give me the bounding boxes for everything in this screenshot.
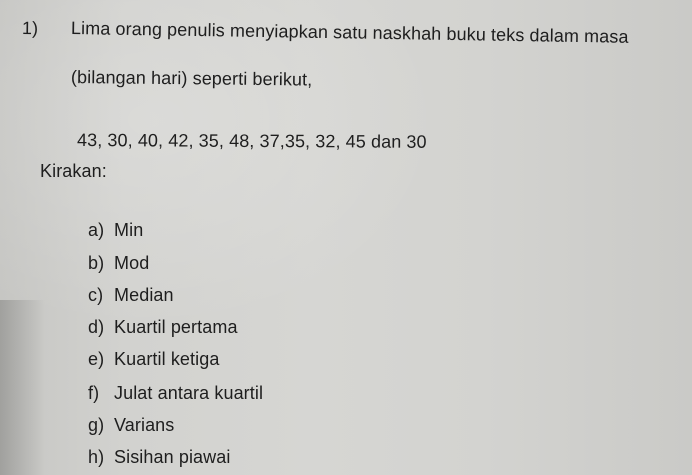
list-item-b [88,252,149,274]
item-letter: c) [88,285,104,305]
data-values: 43, 30, 40, 42, 35, 48, 37,35, 32, 45 dan 30 [76,130,427,152]
item-text: Mod [114,253,150,273]
list-item-h [88,446,230,468]
question-text-line-2: (bilangan hari) seperti berikut, [70,67,313,90]
item-letter: e) [88,349,105,369]
question-text-line-1: Lima orang penulis menyiapkan satu naskhah buku teks dalam masa [70,18,629,47]
item-letter: a) [88,220,105,240]
item-text: Sisihan piawai [114,447,231,467]
item-letter: d) [88,317,105,337]
instruction-label: Kirakan: [40,161,107,181]
item-letter: h) [88,447,105,467]
item-text: Min [114,220,144,240]
item-text: Julat antara kuartil [114,383,264,403]
list-item-a [88,219,143,241]
item-text: Varians [114,415,175,435]
item-letter: f) [88,383,100,403]
list-item-g [88,414,174,436]
item-letter: g) [88,415,105,435]
page-shadow [0,300,45,475]
list-item-c [88,284,174,306]
list-item-f [88,382,263,404]
list-item-d [88,316,238,338]
list-item-e [88,348,219,370]
item-text: Kuartil ketiga [114,349,220,369]
question-number: 1) [21,18,39,39]
item-letter: b) [88,253,105,273]
item-text: Kuartil pertama [114,317,238,337]
item-text: Median [114,285,174,305]
